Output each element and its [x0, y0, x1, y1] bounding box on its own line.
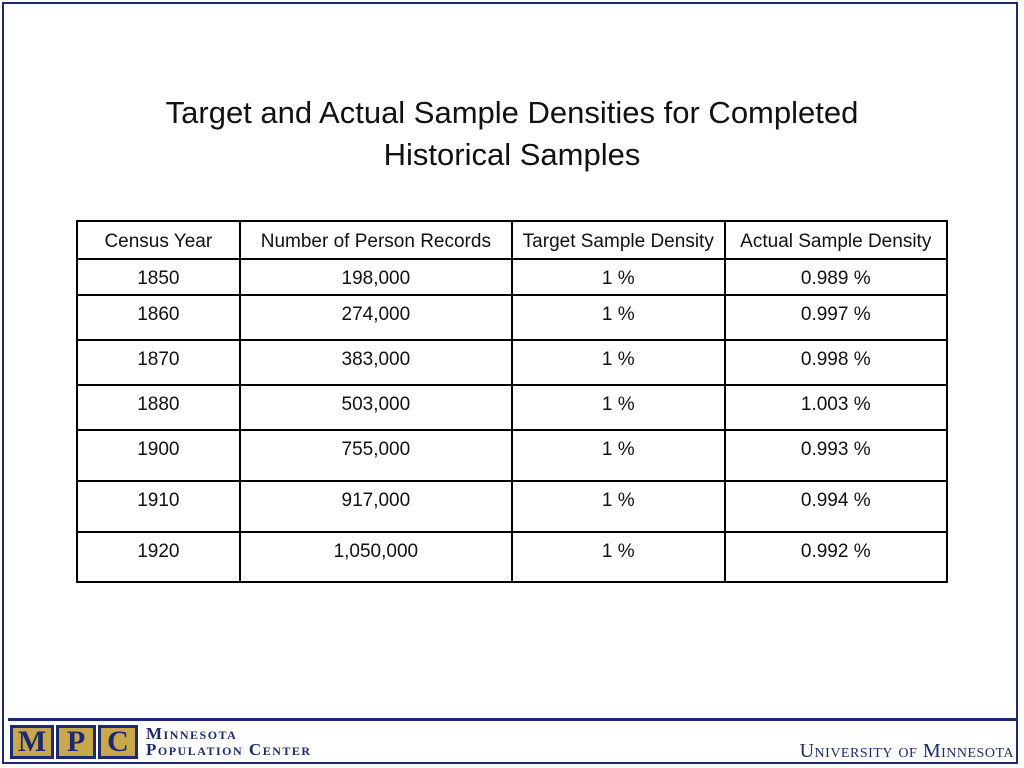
cell-target-density: 1 %: [512, 385, 724, 430]
title-line-2: Historical Samples: [383, 137, 641, 172]
cell-person-records: 503,000: [240, 385, 512, 430]
cell-target-density: 1 %: [512, 481, 724, 532]
cell-actual-density: 0.998 %: [725, 340, 948, 385]
table-row: [77, 295, 947, 340]
cell-census-year: 1860: [77, 295, 240, 340]
cell-target-density: 1 %: [512, 532, 724, 582]
table-header-row: [77, 221, 947, 259]
cell-census-year: 1920: [77, 532, 240, 582]
header-target-density: Target Sample Density: [512, 221, 724, 259]
cell-actual-density: 0.993 %: [725, 430, 948, 481]
cell-census-year: 1870: [77, 340, 240, 385]
university-name: University of Minnesota: [799, 740, 1014, 762]
cell-target-density: 1 %: [512, 295, 724, 340]
logo-text: [146, 726, 312, 758]
cell-target-density: 1 %: [512, 259, 724, 295]
sample-density-table: [76, 220, 948, 583]
title-line-1: Target and Actual Sample Densities for Completed: [165, 95, 859, 130]
cell-actual-density: 0.994 %: [725, 481, 948, 532]
header-actual-density: Actual Sample Density: [725, 221, 948, 259]
cell-census-year: 1910: [77, 481, 240, 532]
cell-person-records: 383,000: [240, 340, 512, 385]
cell-person-records: 274,000: [240, 295, 512, 340]
cell-person-records: 755,000: [240, 430, 512, 481]
header-census-year: Census Year: [77, 221, 240, 259]
table-row: [77, 259, 947, 295]
logo-line-1: Minnesota: [146, 724, 238, 743]
table-row: [77, 340, 947, 385]
table-row: [77, 385, 947, 430]
table-row: [77, 481, 947, 532]
cell-person-records: 1,050,000: [240, 532, 512, 582]
mpc-logo: [10, 724, 312, 760]
cell-person-records: 917,000: [240, 481, 512, 532]
table-row: [77, 430, 947, 481]
table-row: [77, 532, 947, 582]
cell-actual-density: 0.997 %: [725, 295, 948, 340]
logo-letter-m: M: [10, 725, 54, 759]
cell-census-year: 1880: [77, 385, 240, 430]
footer-divider: [8, 718, 1016, 721]
cell-actual-density: 0.992 %: [725, 532, 948, 582]
cell-actual-density: 0.989 %: [725, 259, 948, 295]
cell-census-year: 1850: [77, 259, 240, 295]
logo-letter-p: P: [56, 725, 96, 759]
cell-actual-density: 1.003 %: [725, 385, 948, 430]
cell-person-records: 198,000: [240, 259, 512, 295]
logo-line-2: Population Center: [146, 740, 312, 759]
logo-letter-c: C: [98, 725, 138, 759]
cell-census-year: 1900: [77, 430, 240, 481]
slide-title: [0, 92, 1024, 176]
header-person-records: Number of Person Records: [240, 221, 512, 259]
cell-target-density: 1 %: [512, 340, 724, 385]
cell-target-density: 1 %: [512, 430, 724, 481]
